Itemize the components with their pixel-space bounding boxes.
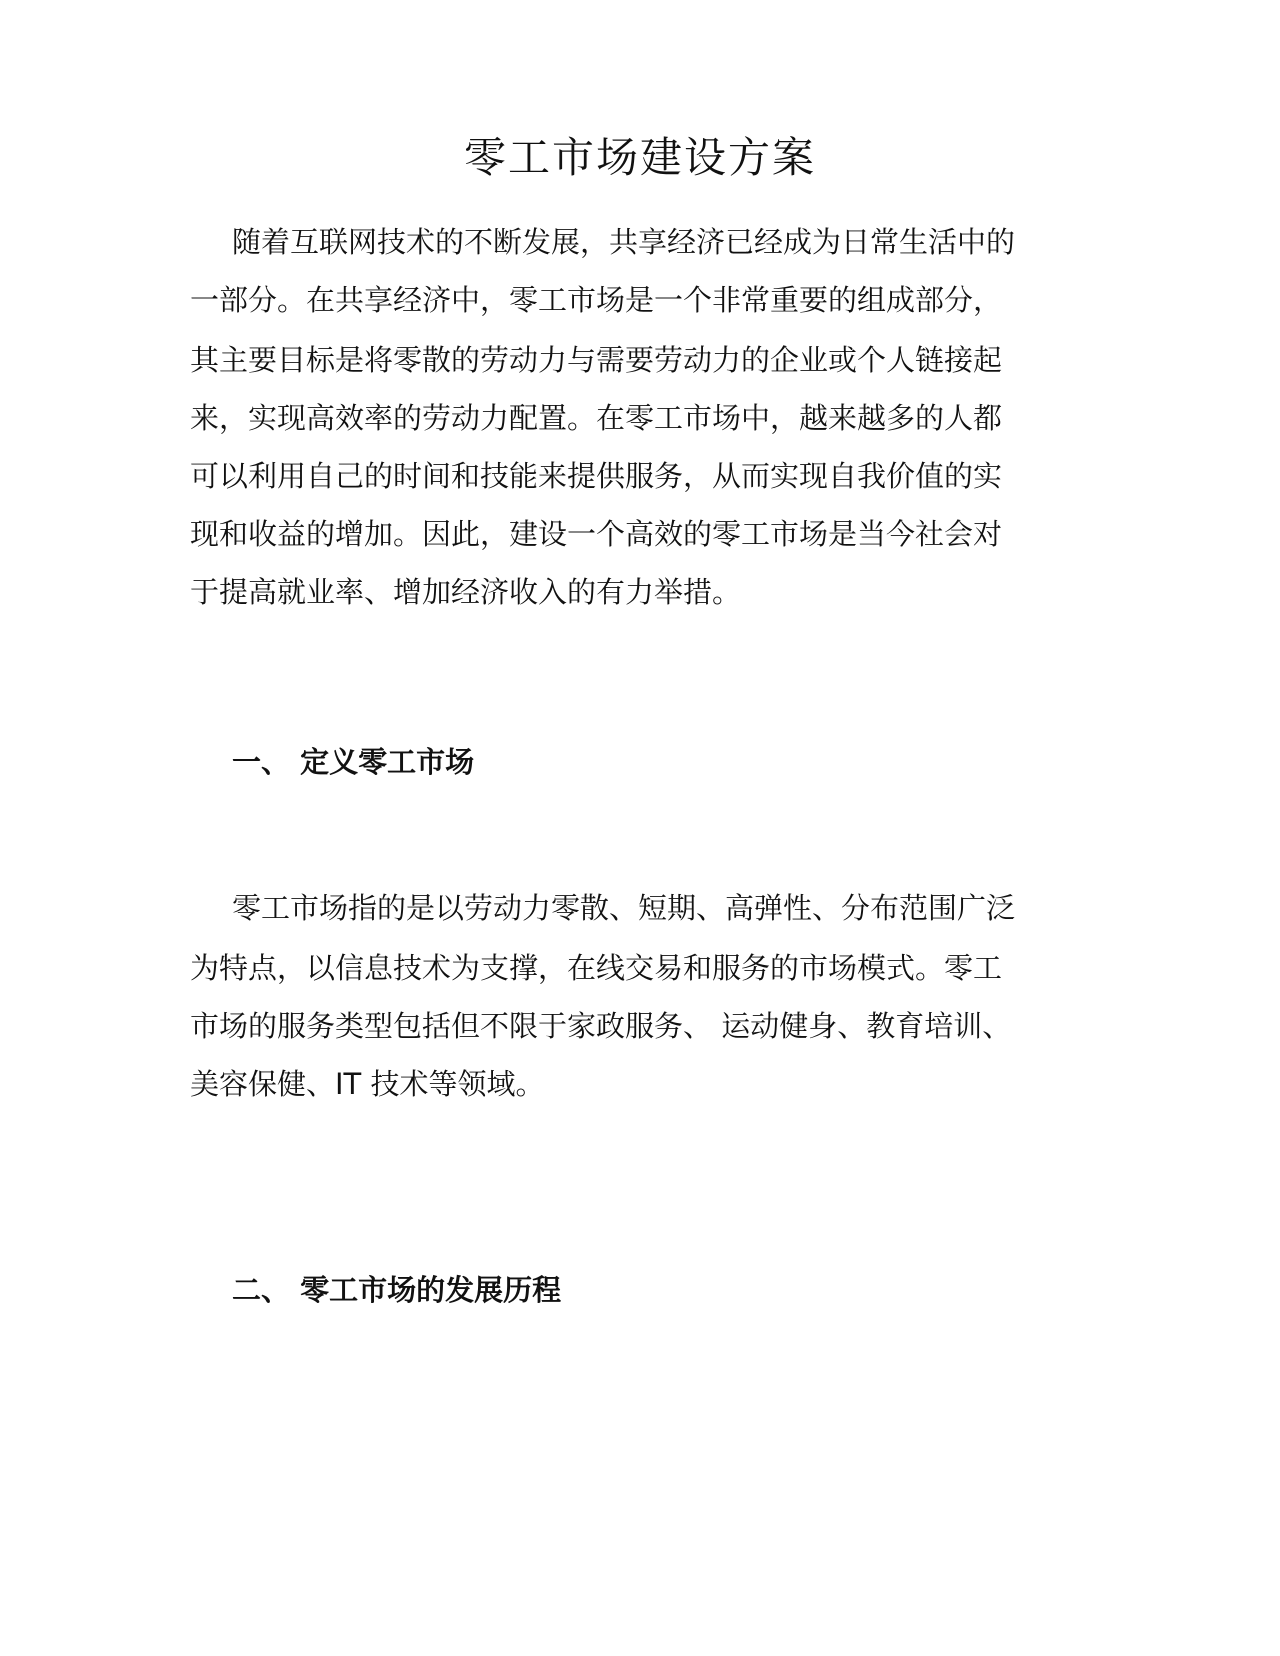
section1-line: 零工市场指的是以劳动力零散、短期、高弹性、分布范围广泛: [232, 891, 1016, 925]
section1-line: 美容保健、IT 技术等领域。: [190, 1067, 545, 1101]
section-heading-2: 二、 零工市场的发展历程: [232, 1273, 562, 1307]
section1-line: 为特点，以信息技术为支撑，在线交易和服务的市场模式。零工: [190, 951, 1003, 985]
intro-line: 于提高就业率、增加经济收入的有力举措。: [190, 575, 742, 609]
intro-line: 可以利用自己的时间和技能来提供服务，从而实现自我价值的实: [190, 459, 1003, 493]
intro-line: 其主要目标是将零散的劳动力与需要劳动力的企业或个人链接起: [190, 343, 1003, 377]
intro-line: 一部分。在共享经济中，零工市场是一个非常重要的组成部分，: [190, 283, 1003, 317]
intro-line: 来，实现高效率的劳动力配置。在零工市场中，越来越多的人都: [190, 401, 1003, 435]
section-heading-1: 一、 定义零工市场: [232, 745, 475, 779]
document-title: 零工市场建设方案: [463, 133, 816, 182]
intro-line: 现和收益的增加。因此，建设一个高效的零工市场是当今社会对: [190, 517, 1003, 551]
section1-line: 市场的服务类型包括但不限于家政服务、 运动健身、教育培训、: [190, 1009, 1012, 1043]
intro-line: 随着互联网技术的不断发展，共享经济已经成为日常生活中的: [232, 225, 1016, 259]
